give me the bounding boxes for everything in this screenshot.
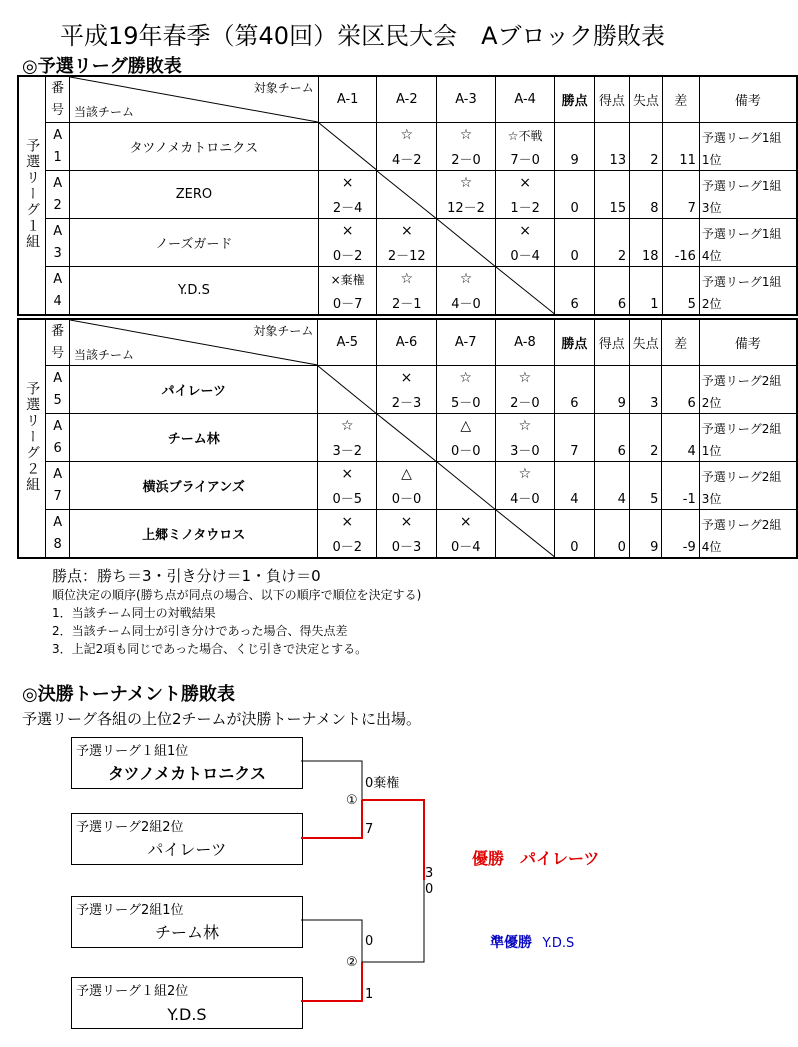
runnerup-team: Y.D.S xyxy=(542,936,575,951)
result-mark: ☆ xyxy=(400,127,414,143)
ranking-rule-2: 2．当該チーム同士が引き分けであった場合、得失点差 xyxy=(52,624,348,638)
stat-value: 8 xyxy=(650,201,659,216)
result-score: 3－2 xyxy=(332,444,363,459)
bracket-team: チーム林 xyxy=(154,923,219,942)
result-score: 2－4 xyxy=(332,201,363,216)
stat-value: 9 xyxy=(570,153,579,168)
team-number: A 2 xyxy=(46,171,70,219)
header-col-opponent: A-1 xyxy=(318,76,377,123)
champion-label: 優勝 パイレーツ xyxy=(472,849,600,868)
result-score: 0－4 xyxy=(510,249,540,264)
remarks-group: 予選リーグ1組 xyxy=(701,131,782,145)
team-name: タツノメカトロニクス xyxy=(70,123,319,171)
stat-value: 5 xyxy=(650,492,659,507)
page-title: 平成19年春季（第40回）栄区民大会 Aブロック勝敗表 xyxy=(60,22,666,50)
header-col-opponent: A-6 xyxy=(377,319,437,366)
bracket-box-label: 予選リーグ１組1位 xyxy=(76,744,189,759)
team-name: 横浜ブライアンズ xyxy=(70,462,318,510)
result-mark: ☆ xyxy=(459,370,472,386)
stat-value: 7 xyxy=(687,201,696,216)
result-mark: × xyxy=(400,370,413,386)
runnerup xyxy=(490,932,574,952)
remarks-rank: 4位 xyxy=(701,540,722,554)
header-pts: 勝点 xyxy=(555,76,594,123)
team-number: A 7 xyxy=(46,462,70,510)
team-number: A 8 xyxy=(46,510,70,559)
stat-value: 15 xyxy=(609,201,627,216)
match2-marker: ② xyxy=(346,955,358,970)
result-score: 2－1 xyxy=(392,297,422,312)
stat-value: 9 xyxy=(650,540,659,555)
final-score-top: 3 xyxy=(425,866,434,881)
stat-value: 0 xyxy=(617,540,626,555)
result-score: 5－0 xyxy=(450,396,481,411)
bracket-line-final-bottom xyxy=(362,880,424,962)
result-mark: × xyxy=(519,223,532,239)
result-score: 12－2 xyxy=(447,201,485,216)
remarks-rank: 1位 xyxy=(701,444,722,458)
result-score: 0－2 xyxy=(332,249,363,264)
remarks-rank: 3位 xyxy=(701,492,722,506)
result-mark: ×棄権 xyxy=(330,273,365,287)
result-mark: △ xyxy=(401,466,412,482)
header-team: 当該チーム xyxy=(74,105,135,119)
result-score: 1－2 xyxy=(510,201,540,216)
result-score: 0－5 xyxy=(332,492,363,507)
stat-value: -9 xyxy=(682,540,696,555)
bracket-box-label: 予選リーグ2組2位 xyxy=(76,820,184,835)
team-name: Y.D.S xyxy=(70,267,319,316)
final-score-bottom: 0 xyxy=(425,882,434,897)
result-mark: × xyxy=(400,223,413,239)
result-mark: × xyxy=(341,175,354,191)
header-opponent: 対象チーム xyxy=(253,324,314,338)
header-col-opponent: A-2 xyxy=(377,76,437,123)
result-score: 0－4 xyxy=(450,540,481,555)
result-score: 2－12 xyxy=(387,249,426,264)
league-section-heading: ◎予選リーグ勝敗表 xyxy=(22,56,182,77)
runnerup-label: 準優勝 xyxy=(490,935,532,951)
stat-value: 0 xyxy=(570,201,579,216)
group-label-text: 予選リーグ１組 xyxy=(24,137,41,250)
team-name: チーム林 xyxy=(70,414,318,462)
bracket-box-label: 予選リーグ１組2位 xyxy=(76,984,189,999)
remarks-rank: 2位 xyxy=(701,396,722,410)
stat-value: 3 xyxy=(650,396,659,411)
result-mark: ☆ xyxy=(400,271,414,287)
stat-value: 6 xyxy=(687,396,696,411)
stat-value: 9 xyxy=(617,396,626,411)
header-col-opponent: A-8 xyxy=(495,319,555,366)
stat-value: -16 xyxy=(674,249,696,264)
bracket-team: Y.D.S xyxy=(167,1005,207,1024)
stat-value: 2 xyxy=(617,249,627,264)
stat-value: 0 xyxy=(570,249,579,264)
header-note: 備考 xyxy=(699,319,797,366)
result-mark: ☆ xyxy=(340,418,354,434)
remarks-rank: 3位 xyxy=(701,201,722,215)
header-gf: 得点 xyxy=(594,76,629,123)
ranking-order: 順位決定の順序(勝ち点が同点の場合、以下の順序で順位を決定する) xyxy=(52,588,422,602)
ranking-rule-3: 3．上記2項も同じであった場合、くじ引きで決定とする。 xyxy=(52,642,368,656)
header-col-opponent: A-3 xyxy=(437,76,496,123)
stat-value: 1 xyxy=(650,297,659,312)
match1-score-top: 0棄権 xyxy=(365,776,400,791)
remarks-group: 予選リーグ2組 xyxy=(701,470,782,484)
bracket-line-final-top xyxy=(362,800,424,880)
stat-value: 7 xyxy=(570,444,579,459)
result-score: 0－2 xyxy=(332,540,363,555)
header-num: 番号 xyxy=(46,319,70,366)
header-diff: 差 xyxy=(662,319,699,366)
header-gf: 得点 xyxy=(594,319,629,366)
result-score: 2－0 xyxy=(510,396,540,411)
result-mark: ☆ xyxy=(518,418,532,434)
header-col-opponent: A-4 xyxy=(495,76,555,123)
remarks-group: 予選リーグ1組 xyxy=(701,275,782,289)
header-num: 番号 xyxy=(46,76,70,123)
result-mark: × xyxy=(341,223,354,239)
header-col-opponent: A-7 xyxy=(436,319,495,366)
result-score: 3－0 xyxy=(510,444,540,459)
match1-score-bottom: 7 xyxy=(365,822,374,837)
stat-value: 5 xyxy=(687,297,696,312)
stat-value: 0 xyxy=(570,540,579,555)
remarks-group: 予選リーグ1組 xyxy=(701,227,782,241)
team-name: ノーズガード xyxy=(70,219,319,267)
header-ga: 失点 xyxy=(630,76,662,123)
bracket-team: パイレーツ xyxy=(147,840,227,859)
bracket-team: タツノメカトロニクス xyxy=(107,764,267,783)
header-col-opponent: A-5 xyxy=(318,319,377,366)
result-score: 7－0 xyxy=(510,153,540,168)
stat-value: 13 xyxy=(609,153,627,168)
stat-value: 6 xyxy=(570,297,579,312)
result-mark: ☆ xyxy=(459,271,473,287)
header-note: 備考 xyxy=(699,76,797,123)
header-pts: 勝点 xyxy=(555,319,594,366)
header-opponent: 対象チーム xyxy=(253,81,314,95)
bracket-box-label: 予選リーグ2組1位 xyxy=(76,903,184,918)
team-name: パイレーツ xyxy=(70,366,318,414)
result-mark: × xyxy=(400,514,413,530)
stat-value: 6 xyxy=(617,297,627,312)
header-diff: 差 xyxy=(662,76,699,123)
result-mark: △ xyxy=(460,418,472,434)
team-name: 上郷ミノタウロス xyxy=(70,510,318,559)
group-label-text: 予選リーグ２組 xyxy=(24,380,41,493)
result-score: 0－0 xyxy=(450,444,481,459)
result-mark: × xyxy=(459,514,472,530)
stat-value: 2 xyxy=(650,444,659,459)
team-number: A 4 xyxy=(46,267,70,316)
result-score: 4－0 xyxy=(510,492,540,507)
result-mark: × xyxy=(341,466,354,482)
result-mark: ☆ xyxy=(459,127,473,143)
stat-value: 4 xyxy=(570,492,579,507)
team-number: A 5 xyxy=(46,366,70,414)
team-number: A 1 xyxy=(46,123,70,171)
header-team: 当該チーム xyxy=(74,348,135,362)
team-name: ZERO xyxy=(70,171,319,219)
result-mark: ☆ xyxy=(518,466,532,482)
match2-score-top: 0 xyxy=(365,934,374,949)
result-score: 0－7 xyxy=(332,297,363,312)
stat-value: 4 xyxy=(687,444,696,459)
remarks-group: 予選リーグ2組 xyxy=(701,374,782,388)
team-number: A 3 xyxy=(46,219,70,267)
remarks-group: 予選リーグ2組 xyxy=(701,422,782,436)
stat-value: 6 xyxy=(617,444,626,459)
result-mark: ☆ xyxy=(518,370,532,386)
tournament-description: 予選リーグ各組の上位2チームが決勝トーナメントに出場。 xyxy=(22,710,421,728)
remarks-group: 予選リーグ2組 xyxy=(701,518,782,532)
stat-value: -1 xyxy=(682,492,696,507)
stat-value: 4 xyxy=(617,492,626,507)
remarks-rank: 1位 xyxy=(701,153,722,167)
result-score: 4－2 xyxy=(392,153,422,168)
stat-value: 11 xyxy=(679,153,696,168)
remarks-rank: 4位 xyxy=(701,249,722,263)
result-score: 2－0 xyxy=(451,153,481,168)
result-score: 0－3 xyxy=(391,540,422,555)
stat-value: 18 xyxy=(642,249,659,264)
remarks-group: 予選リーグ1組 xyxy=(701,179,782,193)
result-mark: × xyxy=(519,175,532,191)
result-mark: × xyxy=(341,514,354,530)
remarks-rank: 2位 xyxy=(701,297,722,311)
match2-score-bottom: 1 xyxy=(365,987,374,1002)
header-ga: 失点 xyxy=(629,319,661,366)
stat-value: 6 xyxy=(570,396,579,411)
result-score: 4－0 xyxy=(451,297,481,312)
ranking-rule-1: 1．当該チーム同士の対戦結果 xyxy=(52,606,216,620)
tournament-section-heading: ◎決勝トーナメント勝敗表 xyxy=(22,684,235,705)
match1-marker: ① xyxy=(346,793,358,808)
result-score: 0－0 xyxy=(391,492,422,507)
points-rule: 勝点：勝ち＝3・引き分け＝1・負け＝0 xyxy=(52,567,321,585)
result-mark: ☆不戦 xyxy=(507,129,543,143)
team-number: A 6 xyxy=(46,414,70,462)
result-score: 2－3 xyxy=(391,396,422,411)
stat-value: 2 xyxy=(650,153,659,168)
result-mark: ☆ xyxy=(459,175,473,191)
